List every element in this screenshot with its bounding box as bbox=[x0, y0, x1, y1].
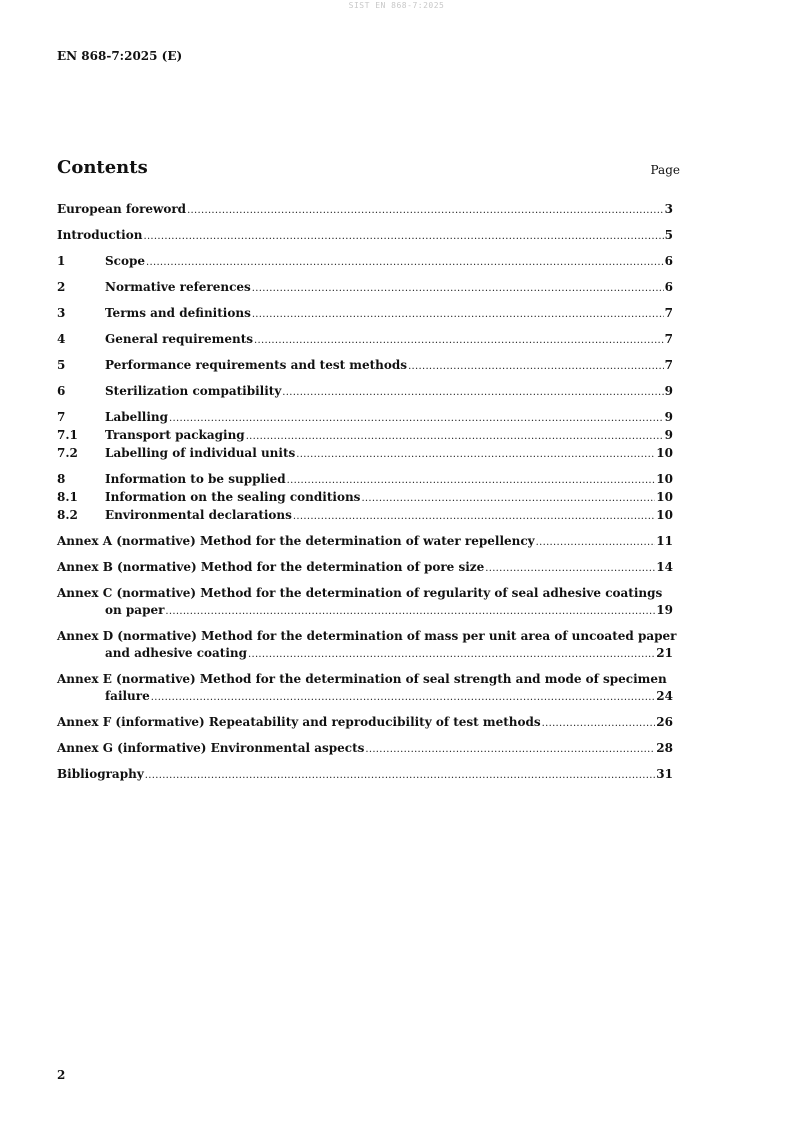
toc-entry-title: Annex B (normative) Method for the determination of pore size bbox=[57, 560, 485, 574]
toc-entry[interactable] bbox=[57, 533, 673, 551]
toc-entry-title: Labelling of individual units bbox=[105, 446, 296, 460]
toc-leader-dots bbox=[542, 715, 656, 732]
toc-leader-dots bbox=[248, 646, 655, 663]
toc-leader-dots bbox=[282, 384, 663, 401]
toc-leader-dots bbox=[169, 410, 664, 427]
toc-entry-page: 5 bbox=[664, 228, 673, 242]
toc-entry-title: Introduction bbox=[57, 228, 143, 242]
toc-entry-page: 10 bbox=[656, 446, 673, 460]
toc-leader-dots bbox=[293, 508, 655, 525]
toc-entry-page: 3 bbox=[664, 202, 673, 216]
toc-entry[interactable] bbox=[57, 331, 673, 349]
toc-leader-dots bbox=[165, 603, 655, 620]
toc-entry[interactable] bbox=[57, 305, 673, 323]
toc-leader-dots bbox=[254, 332, 664, 349]
toc-entry-page: 10 bbox=[656, 508, 673, 522]
toc-entry-number: 5 bbox=[57, 358, 66, 372]
toc-entry[interactable] bbox=[57, 714, 673, 732]
toc-leader-dots bbox=[252, 306, 664, 323]
toc-entry-title: European foreword bbox=[57, 202, 187, 216]
toc-leader-dots bbox=[296, 446, 655, 463]
toc-leader-dots bbox=[536, 534, 656, 551]
toc-entry-page: 9 bbox=[664, 428, 673, 442]
toc-entry-title: Normative references bbox=[105, 280, 251, 294]
toc-entry-number: 2 bbox=[57, 280, 66, 294]
toc-entry[interactable] bbox=[57, 357, 673, 375]
toc-entry-page: 6 bbox=[664, 280, 673, 294]
toc-entry[interactable] bbox=[57, 559, 673, 577]
toc-entry-title: General requirements bbox=[105, 332, 254, 346]
toc-entry[interactable] bbox=[57, 427, 673, 445]
toc-entry[interactable] bbox=[57, 740, 673, 758]
toc-entry-page: 7 bbox=[664, 358, 673, 372]
toc-entry-title: Performance requirements and test methods bbox=[105, 358, 408, 372]
toc-entry[interactable] bbox=[57, 253, 673, 271]
toc-entry-page: 14 bbox=[656, 560, 673, 574]
toc-entry-title: Annex D (normative) Method for the determination of mass per unit area of uncoated paper bbox=[57, 629, 677, 643]
toc-entry-title: Transport packaging bbox=[105, 428, 245, 442]
toc-leader-dots bbox=[365, 741, 655, 758]
toc-entry-title: Environmental declarations bbox=[105, 508, 292, 522]
contents-heading: Contents bbox=[57, 157, 148, 178]
toc-entry[interactable] bbox=[57, 766, 673, 784]
toc-entry-number: 4 bbox=[57, 332, 66, 346]
toc-entry-page: 11 bbox=[656, 534, 673, 548]
toc-leader-dots bbox=[143, 228, 663, 245]
toc-entry[interactable] bbox=[57, 227, 673, 245]
toc-entry[interactable] bbox=[57, 445, 673, 463]
toc-entry-number: 7.1 bbox=[57, 428, 78, 442]
toc-entry[interactable] bbox=[57, 671, 673, 706]
page-number: 2 bbox=[57, 1068, 66, 1082]
toc-entry[interactable] bbox=[57, 585, 673, 620]
toc-entry-number: 6 bbox=[57, 384, 66, 398]
toc-entry-page: 9 bbox=[664, 384, 673, 398]
toc-entry-title: Labelling bbox=[105, 410, 169, 424]
toc-leader-dots bbox=[361, 490, 655, 507]
toc-entry-title: Annex A (normative) Method for the determination of water repellency bbox=[57, 534, 535, 548]
toc-entry-number: 7.2 bbox=[57, 446, 78, 460]
toc-entry-title: Bibliography bbox=[57, 767, 144, 781]
toc-leader-dots bbox=[252, 280, 664, 297]
toc-entry-title: Information to be supplied bbox=[105, 472, 286, 486]
toc-entry-title-continuation: and adhesive coating bbox=[105, 646, 247, 660]
toc-entry-title: Annex E (normative) Method for the determination of seal strength and mode of specimen bbox=[57, 672, 667, 686]
toc-entry-number: 3 bbox=[57, 306, 66, 320]
toc-entry[interactable] bbox=[57, 409, 673, 427]
toc-entry-page: 21 bbox=[656, 646, 673, 660]
toc-leader-dots bbox=[408, 358, 664, 375]
toc-entry-page: 7 bbox=[664, 306, 673, 320]
toc-entry[interactable] bbox=[57, 201, 673, 219]
toc-leader-dots bbox=[146, 254, 664, 271]
watermark: SIST EN 868-7:2025 bbox=[348, 1, 445, 10]
toc-entry-title: Information on the sealing conditions bbox=[105, 490, 361, 504]
toc-entry-number: 8 bbox=[57, 472, 66, 486]
toc-entry[interactable] bbox=[57, 471, 673, 489]
toc-leader-dots bbox=[287, 472, 656, 489]
toc-entry-title: Sterilization compatibility bbox=[105, 384, 282, 398]
toc-entry-page: 31 bbox=[656, 767, 673, 781]
toc-entry-title: Annex G (informative) Environmental aspects bbox=[57, 741, 365, 755]
toc-leader-dots bbox=[187, 202, 664, 219]
toc-entry-title: Annex C (normative) Method for the determination of regularity of seal adhesive coatings bbox=[57, 586, 663, 600]
toc-entry-number: 8.1 bbox=[57, 490, 78, 504]
toc-entry-page: 10 bbox=[656, 472, 673, 486]
toc-entry[interactable] bbox=[57, 507, 673, 525]
table-of-contents bbox=[57, 201, 677, 784]
toc-entry-number: 1 bbox=[57, 254, 66, 268]
toc-entry-title: Annex F (informative) Repeatability and reproducibility of test methods bbox=[57, 715, 541, 729]
toc-entry-number: 8.2 bbox=[57, 508, 78, 522]
toc-leader-dots bbox=[246, 428, 664, 445]
toc-entry-title: Terms and definitions bbox=[105, 306, 251, 320]
toc-leader-dots bbox=[151, 689, 656, 706]
toc-entry-number: 7 bbox=[57, 410, 66, 424]
toc-entry[interactable] bbox=[57, 628, 677, 663]
toc-leader-dots bbox=[145, 767, 656, 784]
toc-entry-page: 28 bbox=[656, 741, 673, 755]
toc-entry-title-continuation: on paper bbox=[105, 603, 165, 617]
page-column-label: Page bbox=[650, 163, 680, 177]
toc-entry-page: 9 bbox=[664, 410, 673, 424]
toc-entry-title: Scope bbox=[105, 254, 146, 268]
toc-entry[interactable] bbox=[57, 383, 673, 401]
toc-entry-title-continuation: failure bbox=[105, 689, 150, 703]
toc-entry-page: 19 bbox=[656, 603, 673, 617]
toc-leader-dots bbox=[485, 560, 655, 577]
toc-entry-page: 6 bbox=[664, 254, 673, 268]
toc-entry-page: 26 bbox=[656, 715, 673, 729]
document-id: EN 868-7:2025 (E) bbox=[57, 49, 183, 63]
toc-entry-page: 24 bbox=[656, 689, 673, 703]
toc-entry-page: 7 bbox=[664, 332, 673, 346]
toc-entry[interactable] bbox=[57, 279, 673, 297]
toc-entry-page: 10 bbox=[656, 490, 673, 504]
toc-entry[interactable] bbox=[57, 489, 673, 507]
